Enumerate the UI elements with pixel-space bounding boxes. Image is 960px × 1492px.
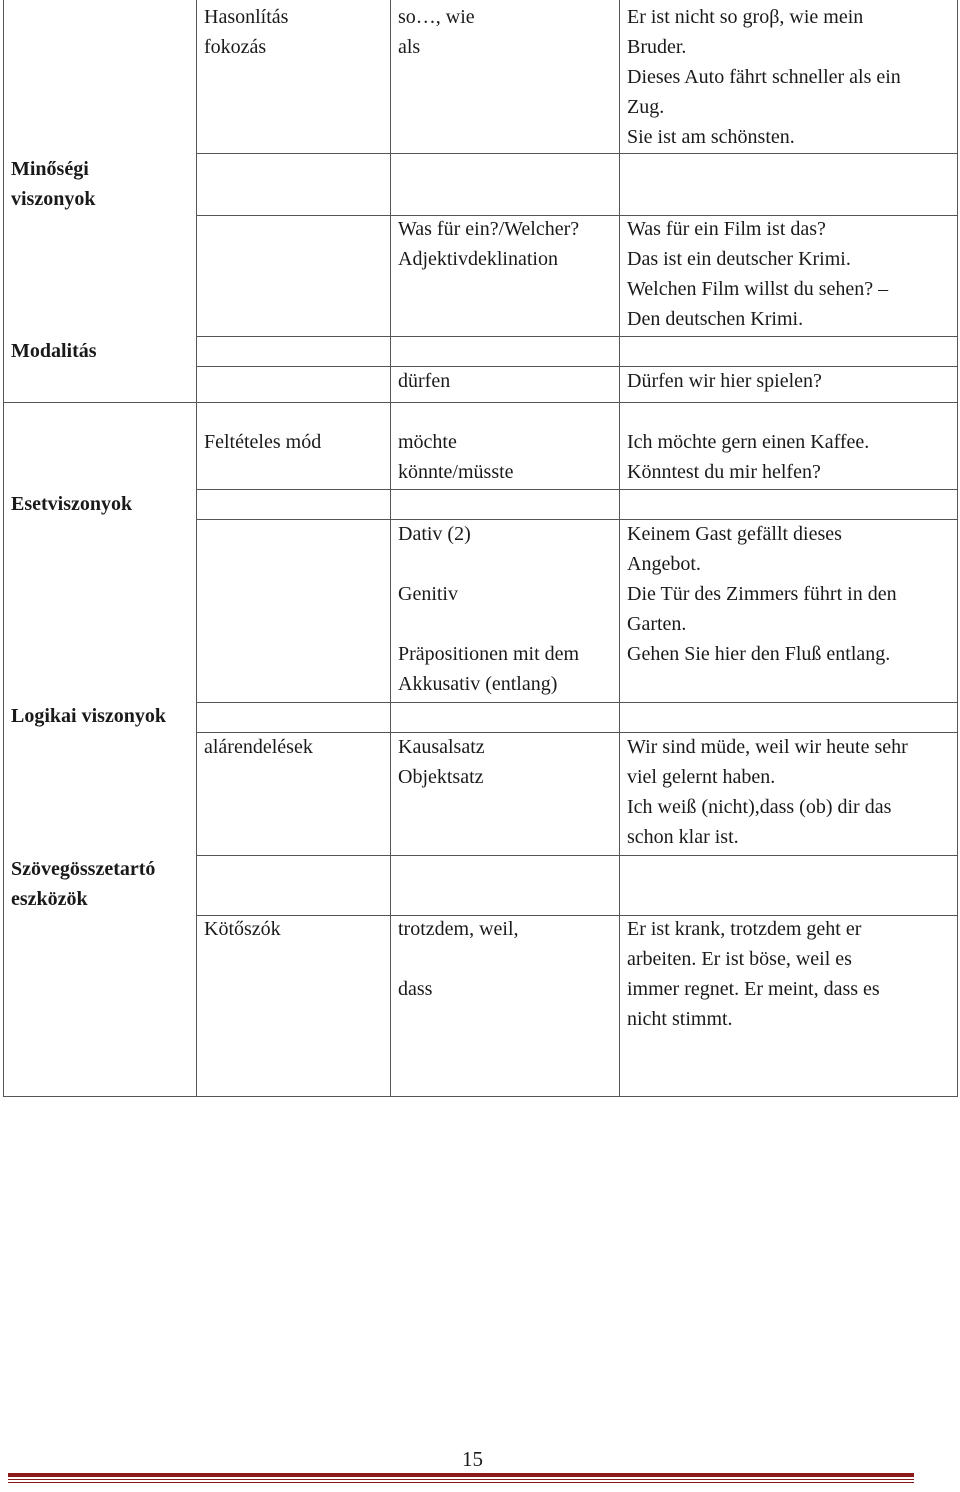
category-modalitas: Modalitás xyxy=(11,340,97,362)
grammar-dativ-genitiv: Dativ (2) Genitiv Präpositionen mit dem Akkusativ (entlang) xyxy=(398,523,580,695)
example-durfen: Dürfen wir hier spielen? xyxy=(627,370,822,392)
grammar-was-fur-ein: Was für ein?/Welcher? Adjektivdeklination xyxy=(398,218,580,270)
category-minosegi-viszonyok: Minőségi viszonyok xyxy=(11,158,96,210)
category-szovegosszetarto-eszkozok: Szövegösszetartó eszközök xyxy=(11,858,156,910)
grammar-trotzdem-weil-dass: trotzdem, weil, dass xyxy=(398,918,519,1000)
example-dativ: Keinem Gast gefällt dieses Angebot. Die Tür des Zimmers führt in den Garten. Gehen Sie hier den Fluß entlang. xyxy=(627,523,897,665)
example-so-wie: Er ist nicht so groβ, wie mein Bruder. Dieses Auto fährt schneller als ein Zug. Sie ist am schönsten. xyxy=(627,6,901,148)
footer-rule-thick xyxy=(8,1473,914,1477)
example-kausalsatz: Wir sind müde, weil wir heute sehr viel gelernt haben. Ich weiß (nicht),dass (ob) dir das schon klar ist. xyxy=(627,736,908,848)
example-mochte: Ich möchte gern einen Kaffee. Könntest du mir helfen? xyxy=(627,431,870,483)
example-was-fur-ein: Was für ein Film ist das? Das ist ein deutscher Krimi. Welchen Film willst du sehen? – Den deutschen Krimi. xyxy=(627,218,889,330)
subcategory-kotoszok: Kötőszók xyxy=(204,918,281,940)
subcategory-felteteles-mod: Feltételes mód xyxy=(204,431,322,453)
footer-rule-thin xyxy=(8,1479,914,1480)
footer-rule-thin-2 xyxy=(8,1482,914,1483)
subcategory-hasonlitas-fokozas: Hasonlítás fokozás xyxy=(204,6,289,58)
category-esetviszonyok: Esetviszonyok xyxy=(11,493,133,515)
category-logikai-viszonyok: Logikai viszonyok xyxy=(11,705,167,727)
grammar-mochte: möchte könnte/müsste xyxy=(398,431,514,483)
example-trotzdem: Er ist krank, trotzdem geht er arbeiten. Er ist böse, weil es immer regnet. Er meint, dass es nicht stimmt. xyxy=(627,918,880,1030)
subcategory-alarendelesek: alárendelések xyxy=(204,736,313,758)
grammar-durfen: dürfen xyxy=(398,370,451,392)
grammar-so-wie-als: so…, wie als xyxy=(398,6,475,58)
page-number: 15 xyxy=(462,1447,483,1471)
grammar-kausalsatz: Kausalsatz Objektsatz xyxy=(398,736,485,788)
